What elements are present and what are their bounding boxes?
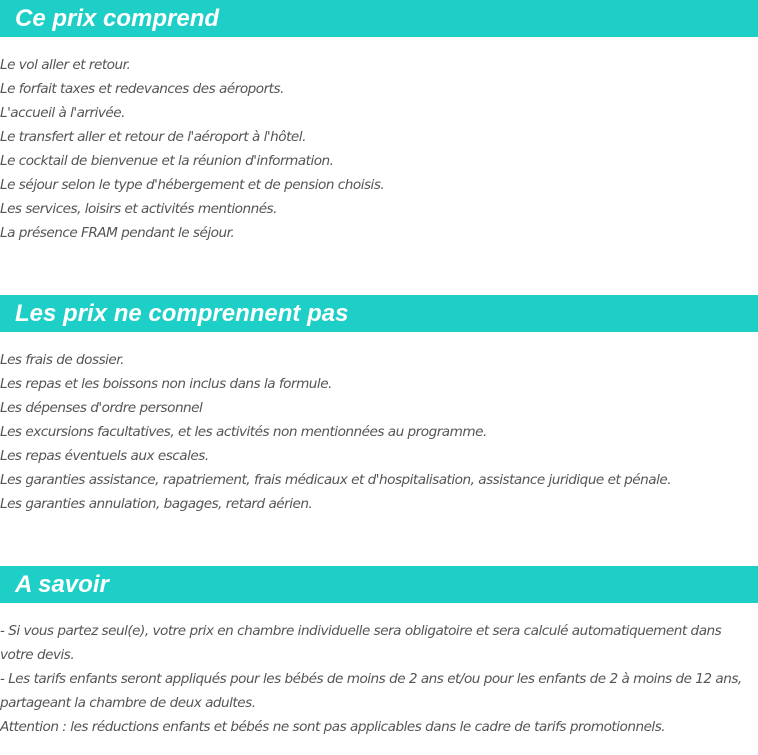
list-item: Les frais de dossier. bbox=[0, 352, 124, 368]
list-item: Les garanties annulation, bagages, retard aérien. bbox=[0, 496, 313, 512]
list-item: Les dépenses d'ordre personnel bbox=[0, 400, 203, 416]
list-item: - Si vous partez seul(e), votre prix en chambre individuelle sera obligatoire et sera calculé automatiquement dans votre devis. bbox=[0, 623, 722, 663]
list-item: Le cocktail de bienvenue et la réunion d'information. bbox=[0, 153, 334, 169]
not-included-list bbox=[0, 348, 756, 516]
section-title-included: Ce prix comprend bbox=[0, 0, 758, 37]
list-item: Le vol aller et retour. bbox=[0, 57, 131, 73]
good-to-know-list bbox=[0, 619, 756, 739]
list-item: L'accueil à l'arrivée. bbox=[0, 105, 125, 121]
list-item: Les garanties assistance, rapatriement, frais médicaux et d'hospitalisation, assistance juridique et pénale. bbox=[0, 472, 672, 488]
list-item: Les services, loisirs et activités mentionnés. bbox=[0, 201, 277, 217]
list-item: Les repas éventuels aux escales. bbox=[0, 448, 209, 464]
section-title-not-included: Les prix ne comprennent pas bbox=[0, 295, 758, 332]
list-item: Attention : les réductions enfants et bébés ne sont pas applicables dans le cadre de tarifs promotionnels. bbox=[0, 719, 666, 735]
list-item: Les repas et les boissons non inclus dans la formule. bbox=[0, 376, 332, 392]
included-list bbox=[0, 53, 756, 245]
list-item: - Les tarifs enfants seront appliqués pour les bébés de moins de 2 ans et/ou pour les enfants de 2 à moins de 12 ans, partageant la chambre de deux adultes. bbox=[0, 671, 742, 711]
list-item: Les excursions facultatives, et les activités non mentionnées au programme. bbox=[0, 424, 487, 440]
list-item: Le transfert aller et retour de l'aéroport à l'hôtel. bbox=[0, 129, 306, 145]
list-item: Le forfait taxes et redevances des aéroports. bbox=[0, 81, 284, 97]
section-title-good-to-know: A savoir bbox=[0, 566, 758, 603]
list-item: Le séjour selon le type d'hébergement et de pension choisis. bbox=[0, 177, 385, 193]
list-item: La présence FRAM pendant le séjour. bbox=[0, 225, 235, 241]
